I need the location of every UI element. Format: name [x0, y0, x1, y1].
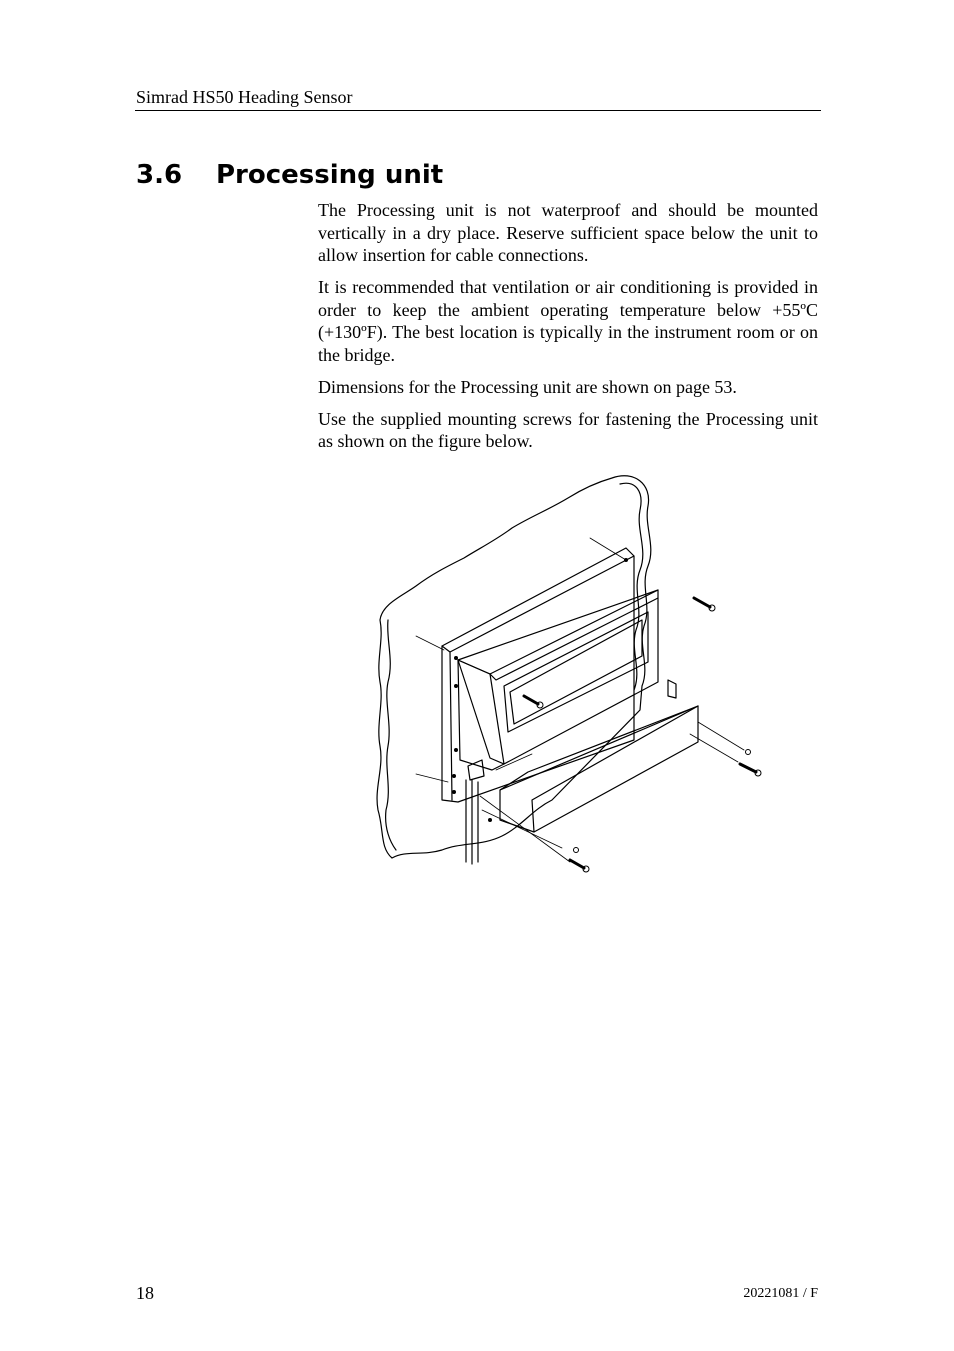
- bracket: [668, 680, 676, 698]
- connector-box-edge: [532, 706, 698, 832]
- housing-front: [458, 590, 658, 764]
- housing-side: [458, 660, 504, 770]
- paragraph: It is recommended that ventilation or air conditioning is provided in order to keep the ambient operating temperature below +55ºC (+130ºF). The best location is typically in the instrument room or on the bridge.: [318, 277, 818, 365]
- header-rule: [135, 110, 821, 111]
- wall-edge: [386, 620, 396, 850]
- display-window: [504, 612, 648, 732]
- backplate-edge: [442, 556, 634, 652]
- screws: [524, 598, 756, 868]
- section-title: Processing unit: [216, 160, 444, 190]
- paragraph: The Processing unit is not waterproof and should be mounted vertically in a dry place. Reserve sufficient space below the unit to allow insertion for cable connections.: [318, 200, 818, 265]
- body-text: [318, 199, 818, 462]
- paragraph: Dimensions for the Processing unit are shown on page 53.: [318, 376, 737, 397]
- connector-box-front: [500, 706, 698, 832]
- running-header: Simrad HS50 Heading Sensor: [136, 87, 353, 107]
- guide-lines: [416, 538, 744, 862]
- page-number: 18: [136, 1283, 154, 1303]
- display-window-inner: [510, 620, 642, 724]
- wall-edge: [620, 483, 643, 690]
- mounting-figure: [372, 470, 772, 880]
- section-number: 3.6: [136, 160, 183, 190]
- backplate-edge: [450, 652, 452, 800]
- housing-edge: [490, 598, 658, 680]
- paragraph: Use the supplied mounting screws for fastening the Processing unit as shown on the figure below.: [318, 408, 818, 451]
- bulkhead-wall: [377, 476, 651, 858]
- document-code: 20221081 / F: [743, 1286, 818, 1301]
- screw-heads: [537, 605, 761, 872]
- section-heading: [136, 157, 443, 193]
